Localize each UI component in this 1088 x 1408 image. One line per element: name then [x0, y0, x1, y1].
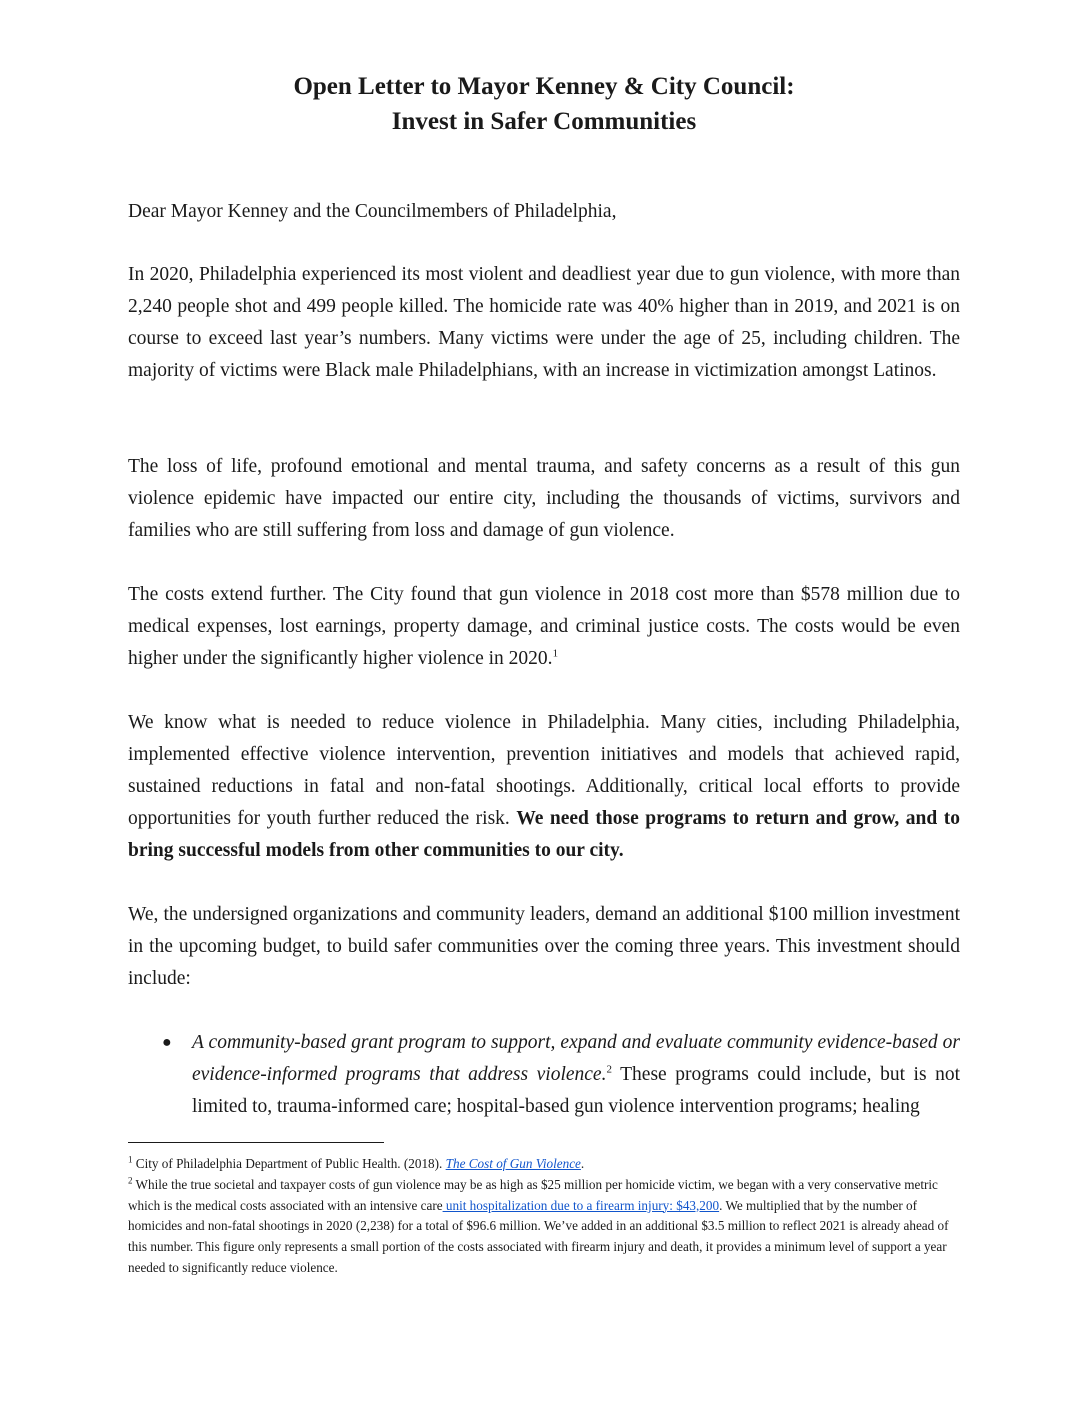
paragraph-costs — [128, 579, 960, 675]
footnote-1 — [128, 1154, 960, 1175]
paragraph-impact: The loss of life, profound emotional and mental trauma, and safety concerns as a result of this gun violence epidemic have impacted our entire city, including the thousands of victims, survivors and families who are still suffering from loss and damage of gun violence. — [128, 456, 960, 541]
paragraph-solutions — [128, 707, 960, 867]
salutation: Dear Mayor Kenney and the Councilmembers of Philadelphia, — [128, 201, 617, 222]
paragraph-costs-text: The costs extend further. The City found that gun violence in 2018 cost more than $578 million due to medical expenses, lost earnings, property damage, and criminal justice costs. The costs would be even higher under the significantly higher violence in 2020. — [128, 584, 960, 669]
list-item-italic: A community-based grant program to support, expand and evaluate community evidence-based or evidence-informed programs that address violence. — [192, 1032, 960, 1085]
investment-list — [128, 1027, 960, 1123]
paragraph-solutions-emphasis: We need those programs to return and grow, and to bring successful models from other communities to our city. — [128, 808, 960, 861]
paragraph-gun-violence-2020: In 2020, Philadelphia experienced its most violent and deadliest year due to gun violence, with more than 2,240 people shot and 499 people killed. The homicide rate was 40% higher than in 2019, and 2021 is on course to exceed last year’s numbers. Many victims were under the age of 25, including children. The majority of victims were Black male Philadelphians, with an increase in victimization amongst Latinos. — [128, 264, 960, 381]
cost-of-gun-violence-link[interactable] — [446, 1156, 581, 1171]
footnote-text: City of Philadelphia Department of Public Health. (2018). — [132, 1156, 446, 1171]
footnote-number: 1 — [128, 1154, 133, 1165]
footnote-text-after: . We multiplied that by the number of homicides and non-fatal shootings in 2020 (2,238) for a total of $96.6 million. We’ve added in an additional $3.5 million to reflect 2021 is already ahead of this number. This figure only represents a small portion of the costs associated with firearm injury and death, it provides a minimum level of support a year needed to significantly reduce violence. — [128, 1197, 949, 1275]
footnote-ref-1[interactable]: 1 — [552, 647, 559, 660]
letter-title-line1: Open Letter to Mayor Kenney & City Council: — [293, 73, 795, 100]
footnote-divider — [128, 1142, 384, 1143]
footnote-number: 2 — [128, 1175, 133, 1186]
footnote-2 — [128, 1175, 960, 1279]
footnotes — [128, 1154, 960, 1279]
bullet-icon: ● — [162, 1034, 172, 1051]
paragraph-demand: We, the undersigned organizations and community leaders, demand an additional $100 million investment in the upcoming budget, to build safer communities over the coming three years. This investment should include: — [128, 904, 960, 989]
footnote-text: While the true societal and taxpayer costs of gun violence may be as high as $25 million per homicide victim, we began with a very conservative metric which is the medical costs associated with an intensive care — [128, 1176, 938, 1213]
link-label: The Cost of Gun Violence — [445, 1156, 581, 1171]
list-item — [128, 1027, 960, 1123]
footnote-ref-2[interactable]: 2 — [606, 1063, 612, 1076]
footnote-text-after: . — [580, 1156, 585, 1171]
paragraph-solutions-text: We know what is needed to reduce violence in Philadelphia. Many cities, including Philadelphia, implemented effective violence intervention, prevention initiatives and models that achieved rapid, sustained reductions in fatal and non-fatal shootings. Additionally, critical local efforts to provide opportunities for youth further reduced the risk. — [128, 712, 960, 829]
hospitalization-cost-link[interactable]: unit hospitalization due to a firearm injury: $43,200 — [442, 1197, 720, 1213]
letter-title-line2: Invest in Safer Communities — [391, 108, 697, 135]
list-item-text: These programs could include, but is not limited to, trauma-informed care; hospital-based gun violence intervention programs; healing — [192, 1064, 960, 1117]
